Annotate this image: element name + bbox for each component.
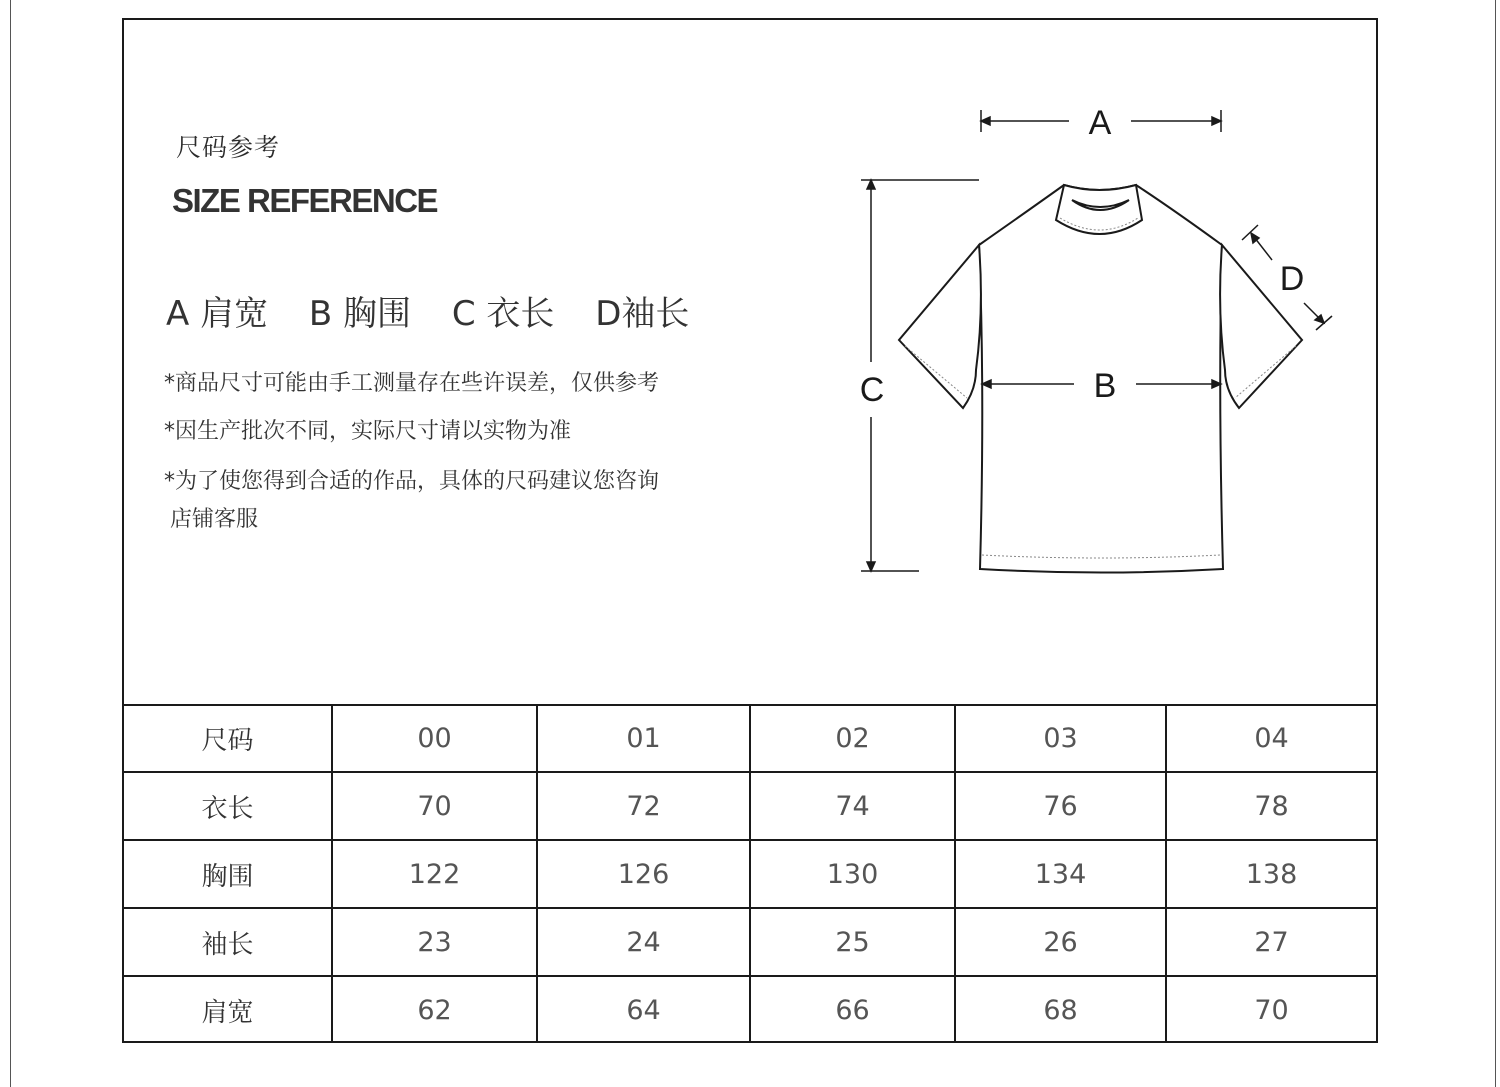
table-cell: 23 — [332, 908, 537, 976]
note-consult-advice-cont: 店铺客服 — [170, 507, 259, 532]
table-row-label: 胸围 — [124, 840, 332, 908]
size-chart-frame — [122, 18, 1378, 1043]
table-cell: 70 — [332, 772, 537, 840]
table-row-label: 肩宽 — [124, 976, 332, 1043]
measure-b-label: B — [1093, 367, 1117, 405]
tshirt-diagram — [854, 80, 1354, 610]
note-consult-advice: *为了使您得到合适的作品，具体的尺码建议您咨询 — [164, 469, 660, 494]
table-cell: 122 — [332, 840, 537, 908]
table-cell: 68 — [955, 976, 1166, 1043]
title-english: SIZE REFERENCE — [172, 182, 438, 219]
note-batch-difference: *因生产批次不同，实际尺寸请以实物为准 — [164, 419, 572, 444]
table-cell: 126 — [537, 840, 750, 908]
table-row — [124, 908, 1376, 976]
table-row-label: 袖长 — [124, 908, 332, 976]
page-edge-right — [1495, 0, 1496, 1087]
legend-item-d: D袖长 — [595, 294, 690, 334]
table-cell: 64 — [537, 976, 750, 1043]
table-cell: 66 — [750, 976, 955, 1043]
page-edge-left — [10, 0, 11, 1087]
table-cell: 134 — [955, 840, 1166, 908]
size-table — [124, 704, 1376, 1043]
table-header-row — [124, 705, 1376, 772]
table-cell: 72 — [537, 772, 750, 840]
legend-item-c: C 衣长 — [451, 294, 555, 334]
table-row-label: 衣长 — [124, 772, 332, 840]
table-cell: 70 — [1166, 976, 1376, 1043]
table-cell: 26 — [955, 908, 1166, 976]
table-cell: 25 — [750, 908, 955, 976]
table-header-cell: 尺码 — [124, 705, 332, 772]
table-cell: 130 — [750, 840, 955, 908]
table-header-cell: 00 — [332, 705, 537, 772]
measurement-legend — [166, 286, 719, 335]
measure-a-label: A — [1088, 104, 1112, 142]
title-chinese: 尺码参考 — [176, 133, 281, 162]
measure-d-label: D — [1279, 260, 1305, 298]
table-header-cell: 01 — [537, 705, 750, 772]
legend-item-b: B 胸围 — [308, 294, 412, 334]
table-cell: 24 — [537, 908, 750, 976]
table-header-cell: 04 — [1166, 705, 1376, 772]
legend-item-a: A 肩宽 — [166, 294, 269, 334]
table-cell: 138 — [1166, 840, 1376, 908]
table-cell: 76 — [955, 772, 1166, 840]
measure-c-label: C — [859, 371, 885, 409]
table-header-cell: 03 — [955, 705, 1166, 772]
table-header-cell: 02 — [750, 705, 955, 772]
table-row — [124, 976, 1376, 1043]
table-cell: 27 — [1166, 908, 1376, 976]
table-cell: 62 — [332, 976, 537, 1043]
table-row — [124, 772, 1376, 840]
table-cell: 74 — [750, 772, 955, 840]
note-measurement-error: *商品尺寸可能由手工测量存在些许误差，仅供参考 — [164, 371, 660, 396]
table-cell: 78 — [1166, 772, 1376, 840]
table-row — [124, 840, 1376, 908]
